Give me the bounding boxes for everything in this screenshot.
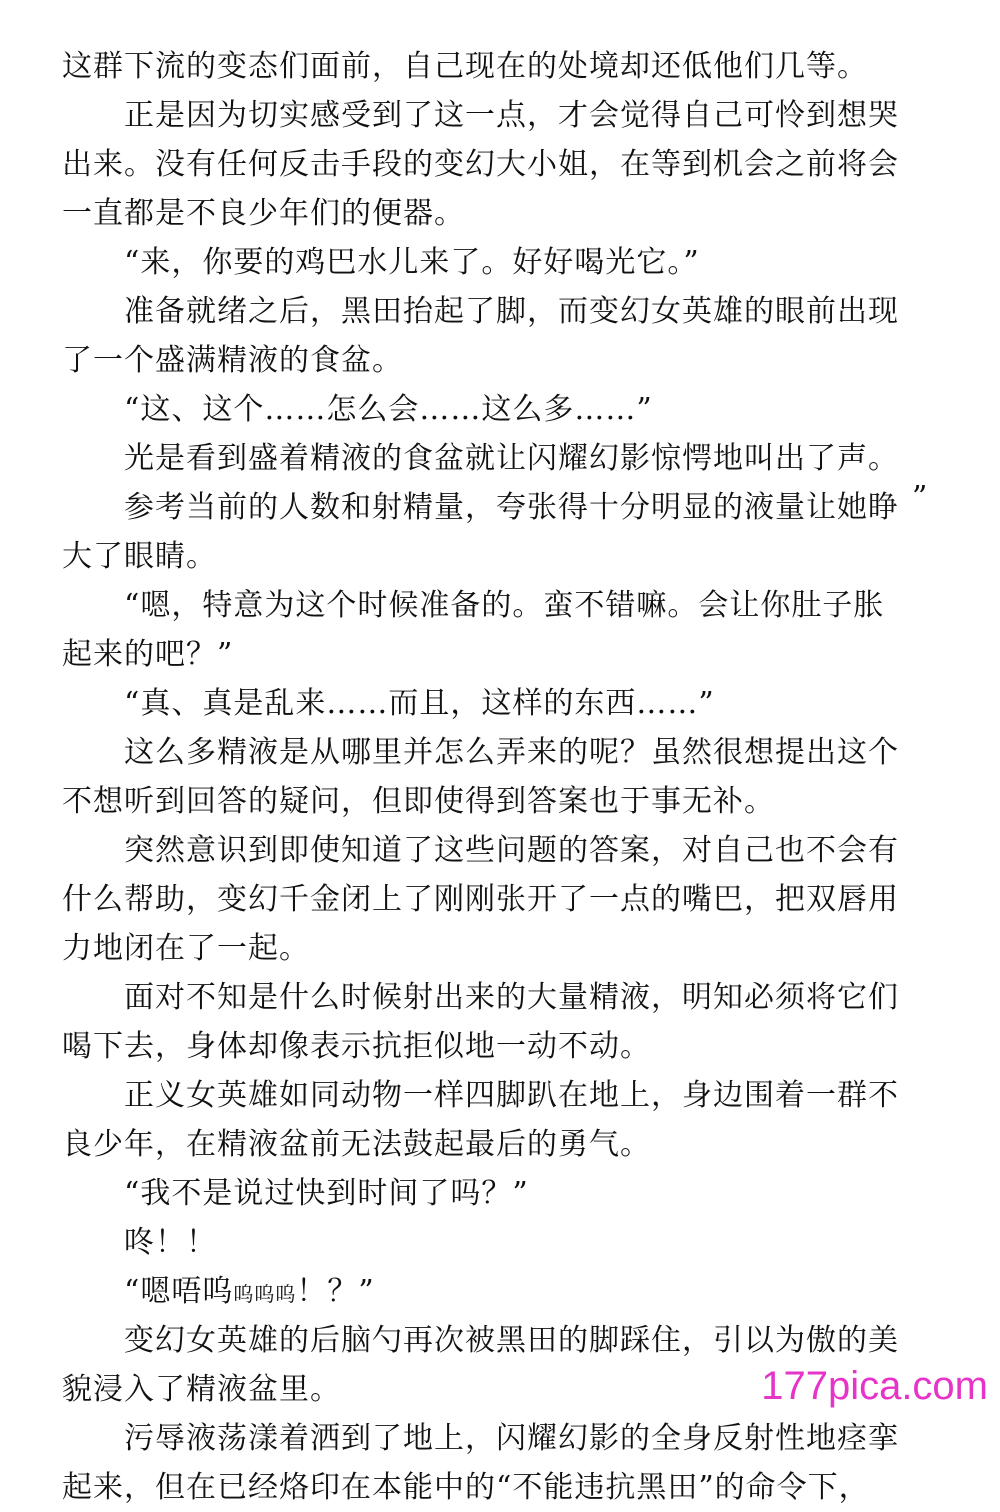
text-line: 正义女英雄如同动物一样四脚趴在地上，身边围着一群不: [124, 1078, 899, 1113]
text-line: 参考当前的人数和射精量，夸张得十分明显的液量让她睁: [124, 490, 899, 525]
text-body: [62, 42, 932, 1512]
text-line: 正是因为切实感受到了这一点，才会觉得自己可怜到想哭: [124, 98, 899, 133]
text-line: 良少年，在精液盆前无法鼓起最后的勇气。: [62, 1127, 651, 1162]
text-line: 变幻女英雄的后脑勺再次被黑田的脚踩住，引以为傲的美: [124, 1323, 899, 1358]
scream-part: ！？”: [296, 1274, 375, 1309]
text-line: 突然意识到即使知道了这些问题的答案，对自己也不会有: [124, 833, 899, 868]
text-line: 大了眼睛。: [62, 539, 217, 574]
text-line: 力地闭在了一起。: [62, 931, 310, 966]
text-line: 咚！！: [124, 1225, 217, 1260]
text-line: “这、这个……怎么会……这么多……”: [124, 392, 653, 427]
text-line: “嗯，特意为这个时候准备的。蛮不错嘛。会让你肚子胀: [124, 588, 885, 623]
text-line: 了一个盛满精液的食盆。: [62, 343, 403, 378]
text-line: 出来。没有任何反击手段的变幻大小姐，在等到机会之前将会: [62, 147, 899, 182]
text-line: 起来，但在已经烙印在本能中的“不能违抗黑田”的命令下，: [62, 1470, 870, 1505]
text-line: 污辱液荡漾着洒到了地上，闪耀幻影的全身反射性地痉挛: [124, 1421, 899, 1456]
text-line: “我不是说过快到时间了吗？”: [124, 1176, 529, 1211]
text-line: 什么帮助，变幻千金闭上了刚刚张开了一点的嘴巴，把双唇用: [62, 882, 899, 917]
watermark: 177pica.com: [761, 1364, 988, 1408]
text-line: “来，你要的鸡巴水儿来了。好好喝光它。”: [124, 245, 700, 280]
scream-line: [62, 1267, 932, 1316]
text-line: 面对不知是什么时候射出来的大量精液，明知必须将它们: [124, 980, 899, 1015]
stray-quote-mark: ”: [912, 480, 928, 515]
scream-small-part: 呜呜呜: [233, 1282, 297, 1306]
text-line: 准备就绪之后，黑田抬起了脚，而变幻女英雄的眼前出现: [124, 294, 899, 329]
text-line: 一直都是不良少年们的便器。: [62, 196, 465, 231]
text-line: “真、真是乱来……而且，这样的东西……”: [124, 686, 715, 721]
text-line: 起来的吧？”: [62, 637, 234, 672]
text-line: 光是看到盛着精液的食盆就让闪耀幻影惊愕地叫出了声。: [124, 441, 899, 476]
text-line: 这么多精液是从哪里并怎么弄来的呢？虽然很想提出这个: [124, 735, 899, 770]
text-line: 喝下去，身体却像表示抗拒似地一动不动。: [62, 1029, 651, 1064]
text-line: 貌浸入了精液盆里。: [62, 1372, 341, 1407]
text-line: 这群下流的变态们面前，自己现在的处境却还低他们几等。: [62, 49, 868, 84]
text-line: 不想听到回答的疑问，但即使得到答案也于事无补。: [62, 784, 775, 819]
scream-part: “嗯唔呜: [124, 1274, 234, 1309]
